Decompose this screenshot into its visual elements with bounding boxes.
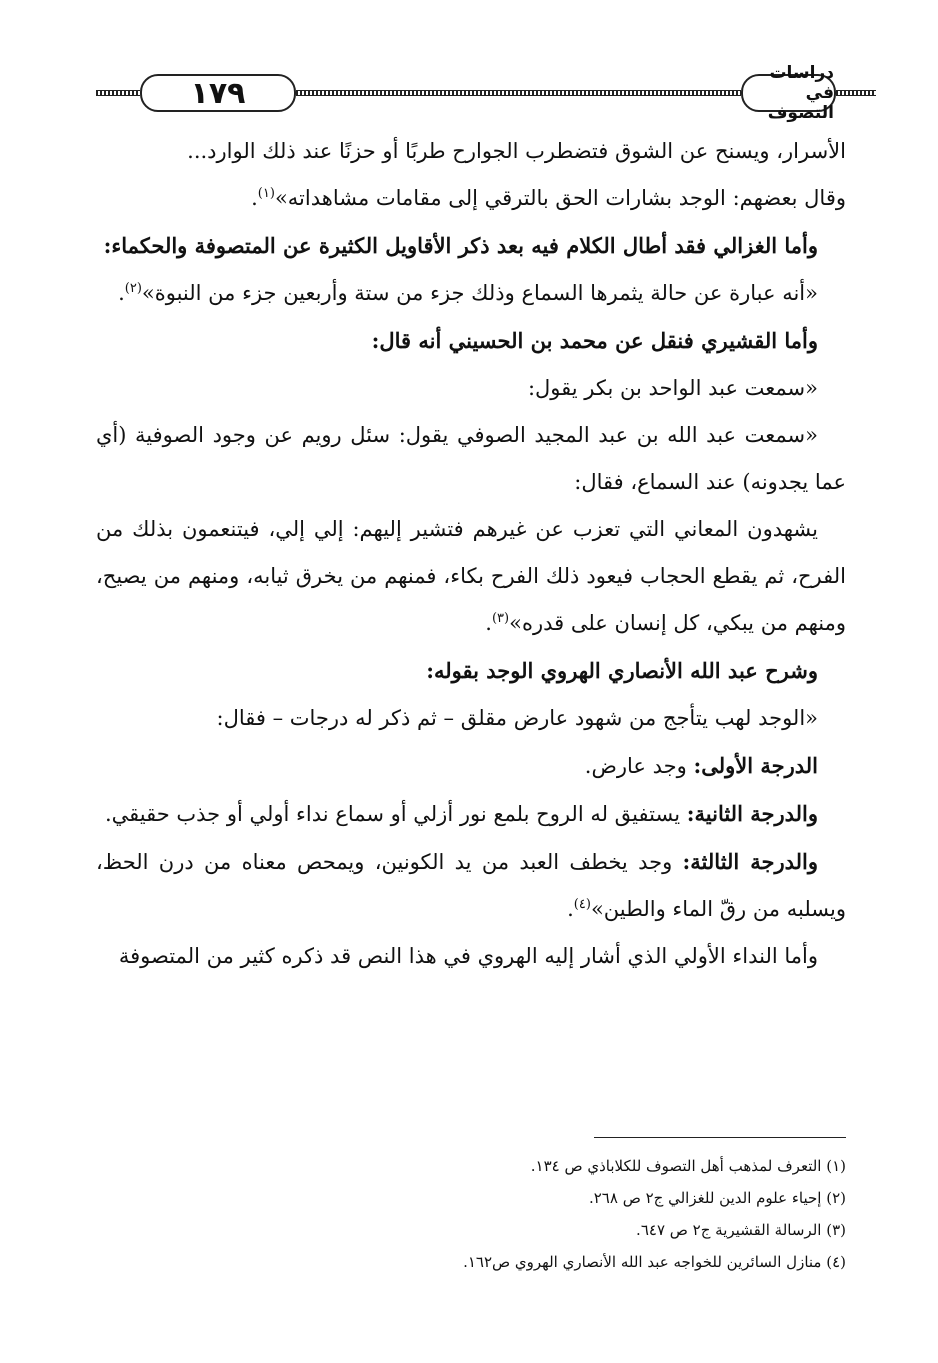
- header-ornament-left: [96, 90, 140, 96]
- quote-paragraph: يشهدون المعاني التي تعزب عن غيرهم فتشير إليهم: إلي إلي، فيتنعمون بذلك من الفرح، ثم يقطع الحجاب فيعود ذلك الفرح بكاء، فمنهم من يخرق ثيابه، ومنهم من يصيح، ومنهم من يبكي، كل إنسان على قدره»$^{(٣)}$.: [96, 517, 846, 635]
- degree-paragraph: والدرجة الثالثة: وجد يخطف العبد من يد الكونين، ويمحص معناه من درن الحظ، ويسلبه من رقّ الماء والطين»$^{(٤)}$.: [96, 849, 846, 921]
- footnote: (٢) إحياء علوم الدين للغزالي ج٢ ص ٢٦٨.: [588, 1189, 846, 1207]
- footnote-ref: (٣): [491, 611, 510, 626]
- quote-paragraph: «الوجد لهب يتأجج من شهود عارض مقلق – ثم ذكر له درجات – فقال:: [216, 706, 818, 730]
- quote-paragraph: «أنه عبارة عن حالة يثمرها السماع وذلك جزء من ستة وأربعين جزء من النبوة»$^{(٢)}$.: [118, 281, 818, 305]
- quote-paragraph: «سمعت عبد الواحد بن بكر يقول:: [527, 376, 818, 400]
- footnote: (٣) الرسالة القشيرية ج٢ ص ٦٤٧.: [636, 1221, 846, 1239]
- page-number: ١٧٩: [140, 74, 296, 112]
- footnotes: [96, 1150, 846, 1278]
- header-ornament-middle: [296, 90, 741, 96]
- degree-paragraph: والدرجة الثانية: يستفيق له الروح بلمع نور أزلي أو سماع نداء أولي أو جذب حقيقي.: [104, 801, 818, 826]
- heading-paragraph: وأما القشيري فنقل عن محمد بن الحسيني أنه قال:: [371, 328, 818, 353]
- paragraph: وأما النداء الأولي الذي أشار إليه الهروي في هذا النص قد ذكره كثير من المتصوفة: [118, 944, 818, 968]
- header-ornament-right: [836, 90, 876, 96]
- footnote-ref: (١): [257, 186, 275, 201]
- footnote-separator: [594, 1137, 846, 1138]
- footnote-ref: (٤): [573, 897, 591, 912]
- page-header: [96, 63, 876, 123]
- footnote: (١) التعرف لمذهب أهل التصوف للكلاباذي ص ١٣٤.: [530, 1157, 846, 1175]
- quote-paragraph: «سمعت عبد الله بن عبد المجيد الصوفي يقول: سئل رويم عن وجود الصوفية (أي عما يجدونه) عند السماع، فقال:: [96, 423, 846, 494]
- degree-paragraph: الدرجة الأولى: وجد عارض.: [584, 753, 818, 778]
- heading-paragraph: وشرح عبد الله الأنصاري الهروي الوجد بقوله:: [426, 658, 818, 683]
- running-title: دراسات في التصوف: [741, 74, 836, 112]
- paragraph: وقال بعضهم: الوجد بشارات الحق بالترقي إلى مقامات مشاهداته»$^{(١)}$.: [251, 186, 846, 210]
- footnote-ref: (٢): [124, 281, 142, 296]
- main-text: [96, 128, 846, 980]
- heading-paragraph: وأما الغزالي فقد أطال الكلام فيه بعد ذكر الأقاويل الكثيرة عن المتصوفة والحكماء:: [103, 233, 818, 258]
- paragraph: الأسرار، ويسنح عن الشوق فتضطرب الجوارح طربًا أو حزنًا عند ذلك الوارد...: [187, 139, 846, 163]
- footnote: (٤) منازل السائرين للخواجه عبد الله الأنصاري الهروي ص١٦٢.: [463, 1253, 846, 1271]
